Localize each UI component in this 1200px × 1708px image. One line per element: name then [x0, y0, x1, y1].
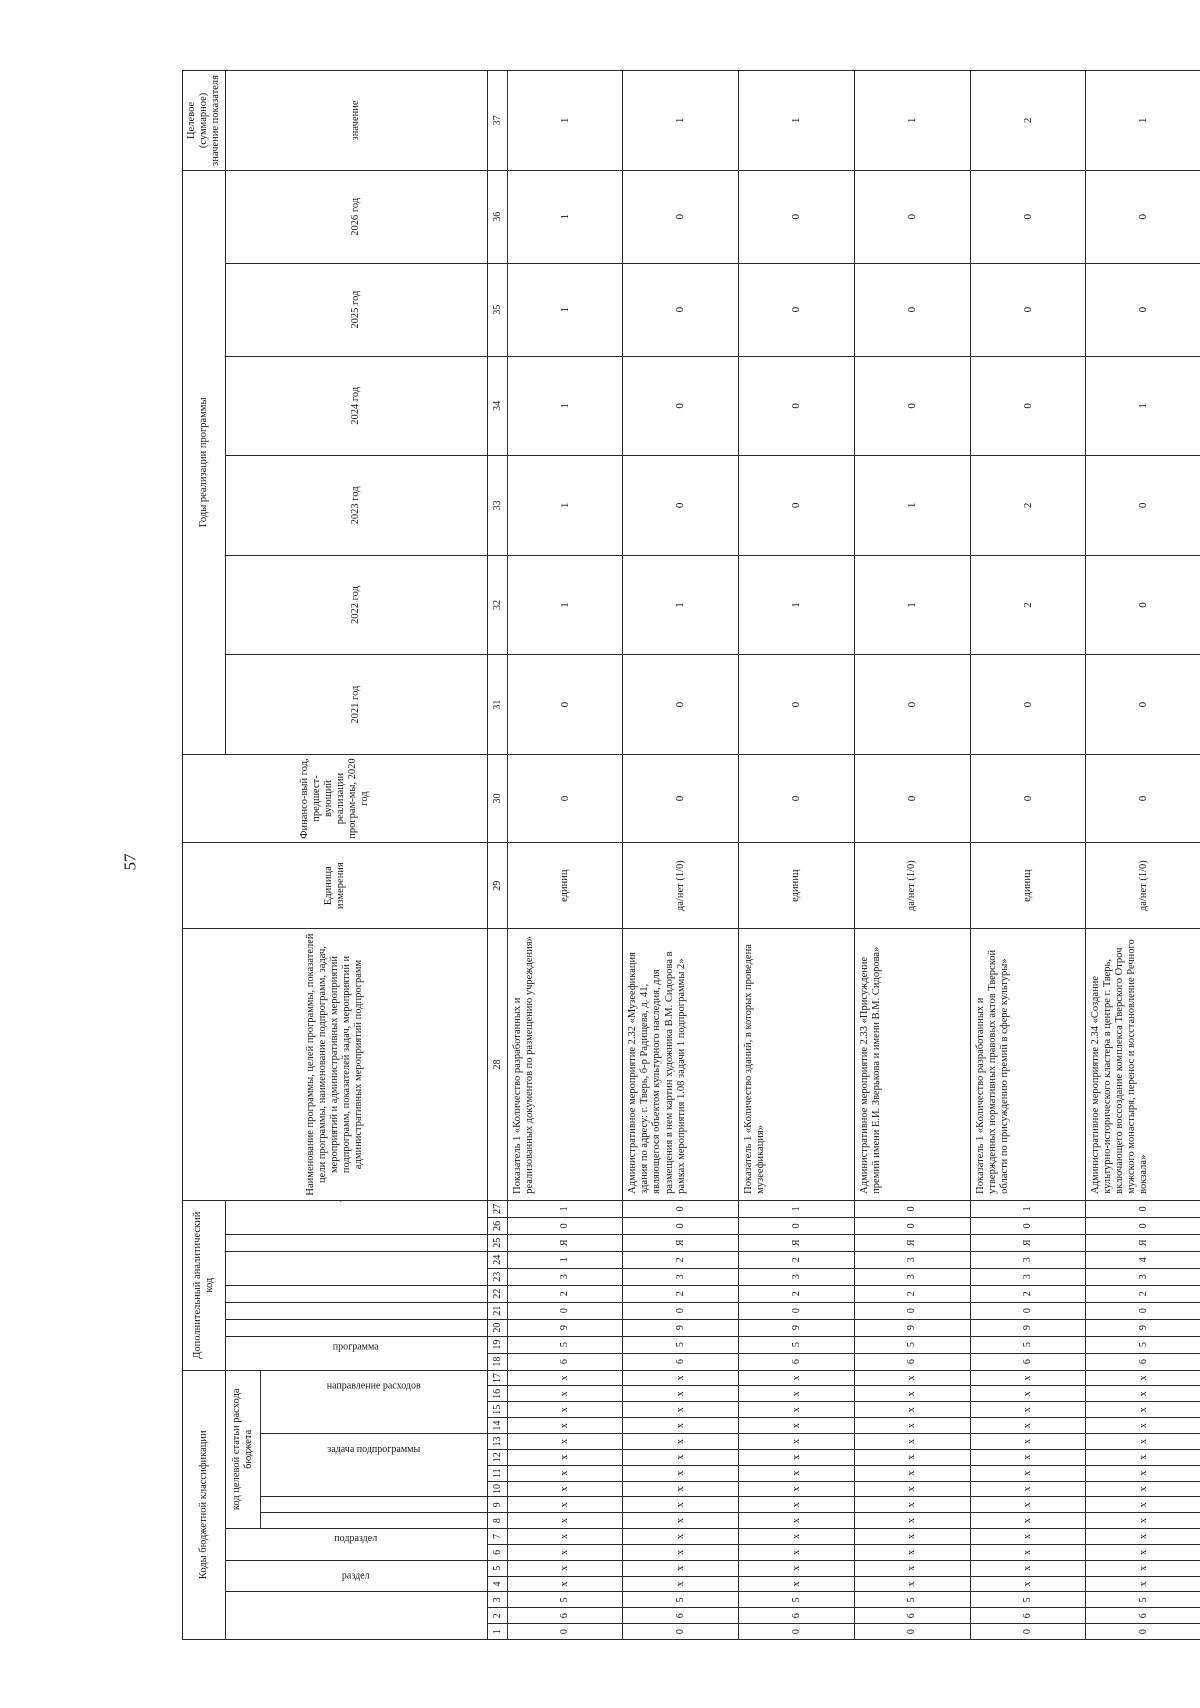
row-value: 1 [507, 170, 623, 263]
code-cell: x [970, 1544, 1086, 1560]
code-cell: x [854, 1386, 970, 1402]
code-cell: 5 [507, 1336, 623, 1353]
code-cell: x [970, 1434, 1086, 1450]
code-cell: x [970, 1513, 1086, 1529]
code-cell: x [854, 1529, 970, 1545]
row-value: 0 [970, 754, 1086, 842]
code-cell: 6 [970, 1353, 1086, 1370]
code-cell: 0 [970, 1302, 1086, 1319]
row-value: 0 [854, 170, 970, 263]
add-subprogram-header [225, 1319, 487, 1336]
column-number: 12 [487, 1449, 507, 1465]
code-cell: x [739, 1402, 855, 1418]
code-cell: x [854, 1402, 970, 1418]
column-number: 32 [487, 555, 507, 655]
code-cell: x [623, 1402, 739, 1418]
column-number: 22 [487, 1285, 507, 1302]
code-cell: x [739, 1370, 855, 1386]
code-cell: x [507, 1513, 623, 1529]
row-value: 1 [507, 555, 623, 655]
rotated-sheet [182, 70, 1200, 1640]
code-cell: x [1086, 1386, 1200, 1402]
code-cell: 9 [739, 1319, 855, 1336]
target-value-header: значение [225, 71, 487, 171]
row-value: 1 [854, 456, 970, 556]
column-number: 21 [487, 1302, 507, 1319]
row-value: 1 [507, 263, 623, 356]
column-number: 25 [487, 1234, 507, 1251]
column-number: 23 [487, 1268, 507, 1285]
column-number: 11 [487, 1465, 507, 1481]
code-cell: 0 [507, 1302, 623, 1319]
code-cell: 3 [507, 1268, 623, 1285]
code-cell: 0 [623, 1217, 739, 1234]
name-column-header: Наименование программы, целей программы, показателей цели программы, наименование подпрограмм, задач, мероприятий и административных мероприятий подпрограмм, показателей задач, мероприятий и административных мероприятий подпрограмм [183, 929, 488, 1201]
column-number: 35 [487, 263, 507, 356]
column-number: 2 [487, 1608, 507, 1624]
code-cell: 0 [623, 1200, 739, 1217]
row-value: 0 [739, 356, 855, 456]
code-cell: 0 [739, 1217, 855, 1234]
code-cell: 0 [623, 1624, 739, 1640]
code-cell: x [507, 1386, 623, 1402]
code-cell: x [970, 1402, 1086, 1418]
code-cell: 1 [739, 1200, 855, 1217]
row-value: 0 [739, 655, 855, 755]
column-number: 18 [487, 1353, 507, 1370]
column-number: 31 [487, 655, 507, 755]
code-cell: 2 [739, 1251, 855, 1268]
code-cell: x [739, 1497, 855, 1513]
code-cell: x [739, 1529, 855, 1545]
row-unit: да/нет (1/0) [854, 843, 970, 929]
column-number: 37 [487, 71, 507, 171]
program-header [260, 1513, 487, 1529]
row-name: Административное мероприятие 2.32 «Музеефикация здания по адресу: г. Тверь, б-р Радищева, д. 41, являющегося объектом культурного наследия, для размещения в нем картин художника В.М. Сидорова в рамках мероприятия 1.08 задачи 1 подпрограммы 2» [623, 929, 739, 1201]
column-number: 20 [487, 1319, 507, 1336]
code-cell: x [854, 1449, 970, 1465]
code-cell: x [739, 1513, 855, 1529]
code-cell: Я [507, 1234, 623, 1251]
row-value: 1 [507, 71, 623, 171]
column-number: 6 [487, 1544, 507, 1560]
column-number: 8 [487, 1513, 507, 1529]
code-cell: 9 [854, 1319, 970, 1336]
code-cell: x [507, 1576, 623, 1592]
row-value: 1 [1086, 71, 1200, 171]
code-cell: x [623, 1497, 739, 1513]
target-value-group-header: Целевое (суммарное) значение показателя [183, 71, 226, 171]
code-cell: 2 [854, 1285, 970, 1302]
row-unit: единиц [970, 843, 1086, 929]
code-cell: x [739, 1449, 855, 1465]
code-cell: 3 [854, 1268, 970, 1285]
code-cell: 2 [623, 1251, 739, 1268]
code-cell: x [854, 1576, 970, 1592]
code-cell: 3 [623, 1268, 739, 1285]
code-cell: x [1086, 1370, 1200, 1386]
code-cell: x [623, 1370, 739, 1386]
row-value: 0 [623, 263, 739, 356]
code-cell: x [623, 1513, 739, 1529]
row-value: 0 [970, 655, 1086, 755]
year-2023-header: 2023 год [225, 456, 487, 556]
code-cell: x [507, 1434, 623, 1450]
code-cell: 5 [623, 1592, 739, 1608]
column-number: 26 [487, 1217, 507, 1234]
code-cell: 5 [970, 1592, 1086, 1608]
column-number: 36 [487, 170, 507, 263]
code-cell: x [1086, 1544, 1200, 1560]
code-cell: 5 [970, 1336, 1086, 1353]
code-cell: x [507, 1402, 623, 1418]
additional-code-header: Дополнительный аналитический код [183, 1200, 226, 1370]
row-value: 0 [739, 170, 855, 263]
row-value: 1 [854, 555, 970, 655]
code-cell: x [507, 1370, 623, 1386]
code-cell: 6 [739, 1353, 855, 1370]
code-cell: x [507, 1544, 623, 1560]
code-cell: x [1086, 1434, 1200, 1450]
code-cell: x [623, 1449, 739, 1465]
code-cell: x [739, 1465, 855, 1481]
column-number: 1 [487, 1624, 507, 1640]
table-row [970, 71, 1086, 1640]
column-number: 3 [487, 1592, 507, 1608]
column-number: 34 [487, 356, 507, 456]
code-cell: 9 [507, 1319, 623, 1336]
code-cell: x [1086, 1497, 1200, 1513]
code-cell: 9 [623, 1319, 739, 1336]
admin-code-header [225, 1592, 487, 1640]
row-value: 1 [854, 71, 970, 171]
section-header: раздел [225, 1560, 487, 1592]
table-row [739, 71, 855, 1640]
code-cell: 3 [1086, 1268, 1200, 1285]
row-name: Показатель 1 «Количество зданий, в которых проведена музеефикация» [739, 929, 855, 1201]
column-number: 24 [487, 1251, 507, 1268]
code-cell: x [623, 1576, 739, 1592]
code-cell: 0 [1086, 1624, 1200, 1640]
row-value: 0 [1086, 754, 1200, 842]
code-cell: 2 [739, 1285, 855, 1302]
code-cell: x [623, 1434, 739, 1450]
row-value: 0 [1086, 170, 1200, 263]
code-cell: 3 [970, 1268, 1086, 1285]
indicator-number-header [225, 1200, 487, 1234]
row-value: 0 [623, 356, 739, 456]
code-cell: x [739, 1386, 855, 1402]
code-cell: 1 [507, 1200, 623, 1217]
column-number: 9 [487, 1497, 507, 1513]
code-cell: 5 [1086, 1592, 1200, 1608]
target-article-header: код целевой статьи расхода бюджета [225, 1370, 260, 1529]
row-value: 0 [739, 263, 855, 356]
activity-header [225, 1251, 487, 1285]
row-value: 0 [739, 754, 855, 842]
code-cell: Я [623, 1234, 739, 1251]
row-value: 1 [507, 456, 623, 556]
code-cell: 0 [970, 1624, 1086, 1640]
code-cell: x [854, 1465, 970, 1481]
code-cell: 6 [623, 1353, 739, 1370]
row-value: 1 [1086, 356, 1200, 456]
subprogram-header [260, 1497, 487, 1513]
code-cell: 9 [970, 1319, 1086, 1336]
code-cell: 0 [623, 1302, 739, 1319]
code-cell: x [854, 1370, 970, 1386]
column-number: 7 [487, 1529, 507, 1545]
page-number: 57 [120, 853, 140, 871]
row-unit: единиц [739, 843, 855, 929]
code-cell: 0 [739, 1624, 855, 1640]
code-cell: x [623, 1386, 739, 1402]
row-value: 0 [970, 263, 1086, 356]
code-cell: 9 [1086, 1319, 1200, 1336]
add-program-header: программа [225, 1336, 487, 1370]
row-unit: да/нет (1/0) [1086, 843, 1200, 929]
code-cell: x [623, 1544, 739, 1560]
code-cell: 6 [970, 1608, 1086, 1624]
add-task-header [225, 1285, 487, 1302]
code-cell: 0 [1086, 1200, 1200, 1217]
code-cell: x [854, 1434, 970, 1450]
code-cell: x [507, 1497, 623, 1513]
code-cell: 0 [507, 1624, 623, 1640]
code-cell: 0 [854, 1624, 970, 1640]
code-cell: 6 [623, 1608, 739, 1624]
code-cell: x [970, 1560, 1086, 1576]
row-value: 1 [739, 555, 855, 655]
code-cell: 3 [739, 1268, 855, 1285]
code-cell: 5 [623, 1336, 739, 1353]
column-number: 33 [487, 456, 507, 556]
row-value: 0 [623, 655, 739, 755]
code-cell: 5 [854, 1592, 970, 1608]
code-cell: 5 [854, 1336, 970, 1353]
fin-year-header: Финансо-вый год, предшест-вующий реализации програм-мы, 2020 год [183, 754, 488, 842]
row-value: 0 [1086, 263, 1200, 356]
column-number: 29 [487, 843, 507, 929]
code-cell: x [623, 1481, 739, 1497]
program-goal-header [225, 1302, 487, 1319]
row-value: 0 [739, 456, 855, 556]
row-value: 0 [1086, 555, 1200, 655]
code-cell: x [739, 1544, 855, 1560]
column-number: 17 [487, 1370, 507, 1386]
code-cell: x [970, 1449, 1086, 1465]
code-cell: 6 [1086, 1353, 1200, 1370]
code-cell: 2 [970, 1285, 1086, 1302]
code-cell: x [1086, 1465, 1200, 1481]
row-value: 2 [970, 71, 1086, 171]
row-value: 0 [854, 655, 970, 755]
column-number: 16 [487, 1386, 507, 1402]
code-cell: 2 [1086, 1285, 1200, 1302]
code-cell: x [970, 1386, 1086, 1402]
code-cell: x [854, 1497, 970, 1513]
row-value: 0 [854, 263, 970, 356]
code-cell: x [739, 1576, 855, 1592]
code-cell: 0 [507, 1217, 623, 1234]
code-cell: 0 [854, 1200, 970, 1217]
code-cell: 6 [507, 1608, 623, 1624]
column-number: 13 [487, 1434, 507, 1450]
budget-codes-header: Коды бюджетной классификации [183, 1370, 226, 1639]
code-cell: 0 [854, 1217, 970, 1234]
code-cell: Я [970, 1234, 1086, 1251]
row-value: 0 [623, 456, 739, 556]
row-value: 1 [623, 71, 739, 171]
code-cell: 3 [854, 1251, 970, 1268]
code-cell: x [970, 1529, 1086, 1545]
row-value: 0 [507, 754, 623, 842]
code-cell: x [623, 1418, 739, 1434]
year-2021-header: 2021 год [225, 655, 487, 755]
row-value: 2 [970, 456, 1086, 556]
code-cell: x [623, 1560, 739, 1576]
code-cell: 0 [970, 1217, 1086, 1234]
column-number: 10 [487, 1481, 507, 1497]
code-cell: 4 [1086, 1251, 1200, 1268]
code-cell: x [739, 1481, 855, 1497]
code-cell: 5 [739, 1592, 855, 1608]
code-cell: 0 [1086, 1302, 1200, 1319]
year-2025-header: 2025 год [225, 263, 487, 356]
code-cell: x [854, 1544, 970, 1560]
code-cell: x [507, 1560, 623, 1576]
subprogram-task-header: задача подпрограммы [260, 1434, 487, 1497]
year-2024-header: 2024 год [225, 356, 487, 456]
row-name: Административное мероприятие 2.33 «Присуждение премий имени Е.И. Зверькова и имени В.М. Сидорова» [854, 929, 970, 1201]
row-unit: единиц [507, 843, 623, 929]
subsection-header: подраздел [225, 1529, 487, 1561]
code-cell: 5 [1086, 1336, 1200, 1353]
code-cell: x [854, 1481, 970, 1497]
code-cell: x [1086, 1560, 1200, 1576]
code-cell: x [623, 1529, 739, 1545]
row-value: 0 [623, 754, 739, 842]
code-cell: Я [1086, 1234, 1200, 1251]
code-cell: 3 [970, 1251, 1086, 1268]
code-cell: 6 [854, 1353, 970, 1370]
code-cell: x [507, 1529, 623, 1545]
code-cell: x [854, 1418, 970, 1434]
code-cell: x [507, 1418, 623, 1434]
indicators-table [182, 70, 1200, 1640]
code-cell: 5 [507, 1592, 623, 1608]
code-cell: x [970, 1418, 1086, 1434]
code-cell: Я [739, 1234, 855, 1251]
code-cell: x [739, 1418, 855, 1434]
column-number: 30 [487, 754, 507, 842]
code-cell: 1 [970, 1200, 1086, 1217]
code-cell: x [507, 1481, 623, 1497]
table-row [854, 71, 970, 1640]
code-cell: x [970, 1481, 1086, 1497]
code-cell: x [854, 1513, 970, 1529]
code-cell: 6 [1086, 1608, 1200, 1624]
row-name: Административное мероприятие 2.34 «Создание культурно-исторического кластера в центре г. Тверь, включающего воссоздание комплекса Тверского Отроч мужского монастыря, перенос и восстановление Речного вокзала» [1086, 929, 1200, 1201]
code-cell: 0 [739, 1302, 855, 1319]
code-cell: 1 [507, 1251, 623, 1268]
code-cell: x [1086, 1418, 1200, 1434]
row-value: 0 [970, 170, 1086, 263]
row-value: 2 [970, 555, 1086, 655]
row-value: 0 [970, 356, 1086, 456]
column-number: 27 [487, 1200, 507, 1217]
code-cell: x [1086, 1529, 1200, 1545]
code-cell: x [507, 1449, 623, 1465]
code-cell: x [1086, 1576, 1200, 1592]
row-name: Показатель 1 «Количество разработанных и реализованных документов по размещению учреждения» [507, 929, 623, 1201]
column-number: 19 [487, 1336, 507, 1353]
analytic-sign-header [225, 1234, 487, 1251]
table-row [1086, 71, 1200, 1640]
row-value: 0 [1086, 456, 1200, 556]
code-cell: Я [854, 1234, 970, 1251]
year-2026-header: 2026 год [225, 170, 487, 263]
code-cell: x [854, 1560, 970, 1576]
row-value: 1 [507, 356, 623, 456]
code-cell: 2 [507, 1285, 623, 1302]
code-cell: x [970, 1497, 1086, 1513]
row-value: 0 [507, 655, 623, 755]
table-row [623, 71, 739, 1640]
code-cell: x [970, 1576, 1086, 1592]
code-cell: x [507, 1465, 623, 1481]
table-row [507, 71, 623, 1640]
row-value: 0 [623, 170, 739, 263]
year-2022-header: 2022 год [225, 555, 487, 655]
code-cell: x [970, 1465, 1086, 1481]
row-value: 0 [1086, 655, 1200, 755]
code-cell: x [623, 1465, 739, 1481]
column-number: 4 [487, 1576, 507, 1592]
unit-column-header: Единица измерения [183, 843, 488, 929]
column-numbers-row [487, 71, 507, 1640]
code-cell: x [1086, 1513, 1200, 1529]
row-value: 1 [739, 71, 855, 171]
code-cell: 2 [623, 1285, 739, 1302]
code-cell: x [1086, 1449, 1200, 1465]
column-number: 15 [487, 1402, 507, 1418]
column-number: 28 [487, 929, 507, 1201]
code-cell: x [739, 1560, 855, 1576]
row-unit: да/нет (1/0) [623, 843, 739, 929]
code-cell: x [739, 1434, 855, 1450]
column-number: 5 [487, 1560, 507, 1576]
years-group-header: Годы реализации программы [183, 170, 226, 754]
code-cell: x [1086, 1481, 1200, 1497]
row-value: 1 [623, 555, 739, 655]
row-value: 0 [854, 356, 970, 456]
column-number: 14 [487, 1418, 507, 1434]
code-cell: 5 [739, 1336, 855, 1353]
code-cell: 6 [739, 1608, 855, 1624]
code-cell: 0 [1086, 1217, 1200, 1234]
row-name: Показатель 1 «Количество разработанных и утвержденных нормативных правовых актов Тверской области по присуждению премий в сфере культуры» [970, 929, 1086, 1201]
code-cell: 6 [507, 1353, 623, 1370]
code-cell: x [970, 1370, 1086, 1386]
code-cell: 0 [854, 1302, 970, 1319]
expense-direction-header: направление расходов [260, 1370, 487, 1433]
code-cell: x [1086, 1402, 1200, 1418]
code-cell: 6 [854, 1608, 970, 1624]
row-value: 0 [854, 754, 970, 842]
